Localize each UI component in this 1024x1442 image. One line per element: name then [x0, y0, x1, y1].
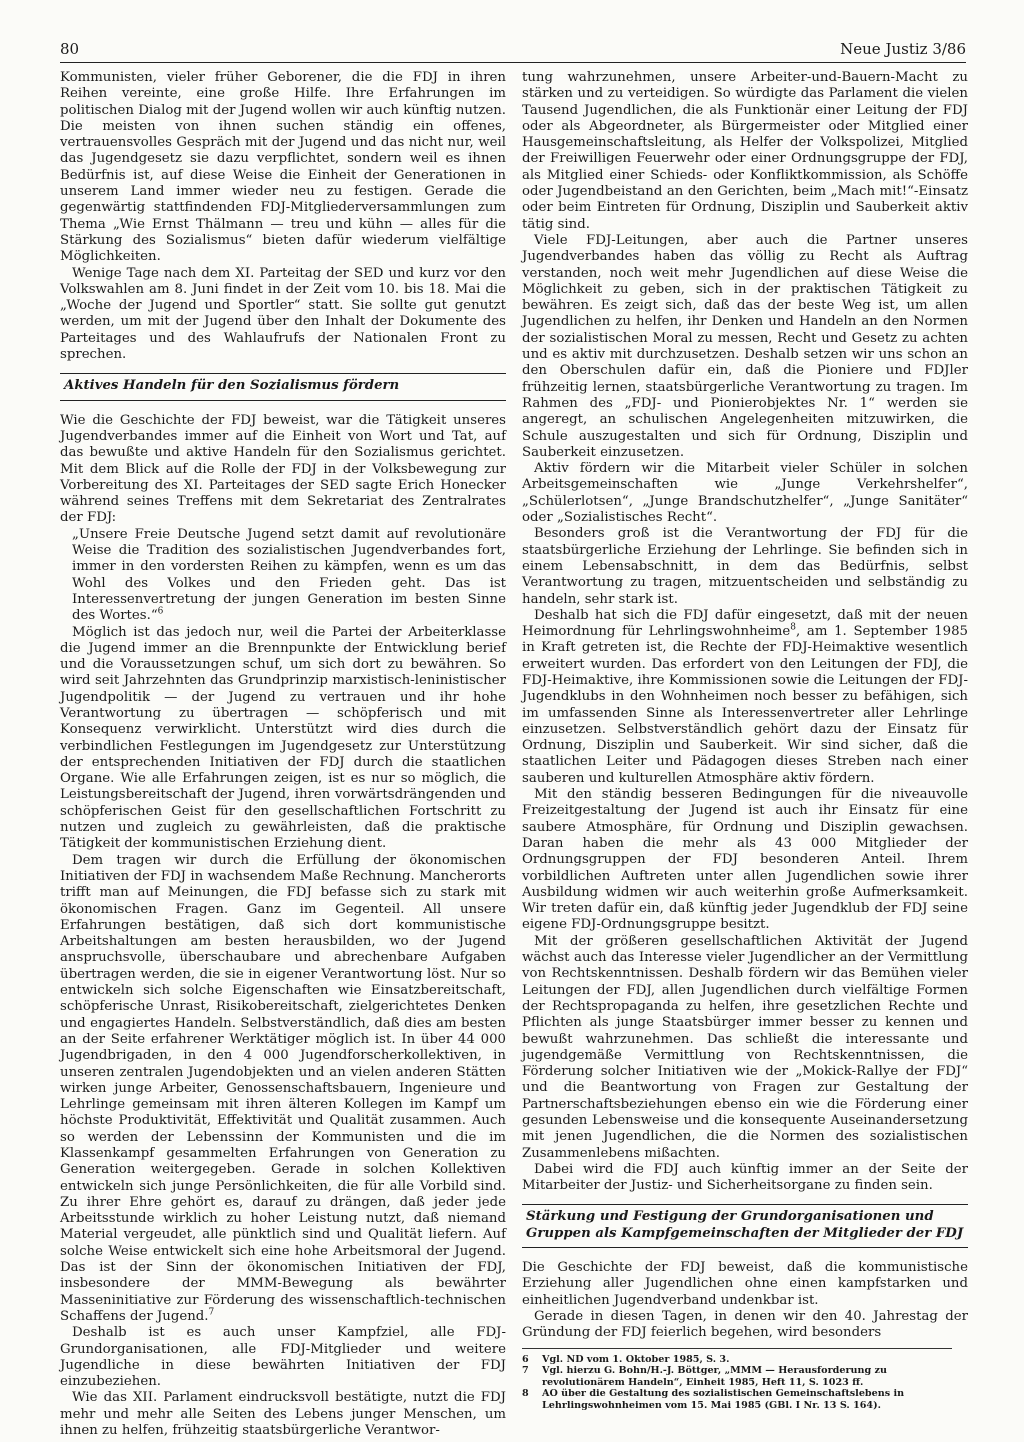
footnote-number: 8 — [522, 1388, 529, 1400]
right-column — [522, 70, 968, 1412]
paragraph: Viele FDJ-Leitungen, aber auch die Partner unseres Jugendverbandes haben das völlig zu Recht als Auftrag verstanden, noch weit mehr Jugendlichen auf diese Weise die Möglichkeit zu geben, sich in der praktischen Tätigkeit zu bewähren. Es zeigt sich, daß das der beste Weg ist, um allen Jugendlichen zu helfen, ihr Denken und Handeln an den Normen der sozialistischen Moral zu messen, Recht und Gesetz zu achten und es aktiv mit durchzusetzen. Deshalb setzen wir uns schon an den Oberschulen dafür ein, daß die Pioniere und FDJler frühzeitig lernen, staatsbürgerliche Verantwortung zu tragen. Im Rahmen des „FDJ- und Pionierobjektes Nr. 1“ werden sie angeregt, an schulischen Angelegenheiten mitzuwirken, die Schule auszugestalten und sich für Ordnung, Disziplin und Sauberkeit einzusetzen. — [522, 232, 968, 460]
footnote-text: AO über die Gestaltung des sozialistischen Gemeinschaftslebens in Lehrlingswohnheimen vom 15. Mai 1985 (GBl. I Nr. 13 S. 164). — [542, 1388, 905, 1411]
footnote-ref: 7 — [208, 1307, 215, 1318]
paragraph: Gerade in diesen Tagen, in denen wir den 40. Jahrestag der Gründung der FDJ feierlich begehen, wird besonders — [522, 1308, 968, 1341]
paragraph: Wenige Tage nach dem XI. Parteitag der SED und kurz vor den Volkswahlen am 8. Juni findet in der Zeit vom 10. bis 18. Mai die „Woche der Jugend und Sportler“ statt. Sie sollte gut genutzt werden, um mit der Jugend über den Inhalt der Dokumente des Parteitages und des Wahlaufrufs der Nationalen Front zu sprechen. — [60, 265, 506, 363]
paragraph: Kommunisten, vieler früher Geborener, die die FDJ in ihren Reihen vereinte, eine große Hilfe. Ihre Erfahrungen im politischen Dialog mit der Jugend wollen wir auch künftig nutzen. Die meisten von ihnen suchen ständig ein offenes, vertrauensvolles Gespräch mit der Jugend und das nicht nur, weil das Jugendgesetz sie dazu verpflichtet, sondern weil es ihnen Bedürfnis ist, auf diese Weise die Einheit der Generationen in unserem Land immer wieder neu zu festigen. Gerade die gegenwärtig stattfindenden FDJ-Mitgliederversammlungen zum Thema „Wie Ernst Thälmann — treu und kühn — alles für die Stärkung des Sozialismus“ bieten dafür wiederum vielfältige Möglichkeiten. — [60, 70, 506, 265]
section-heading: Aktives Handeln für den Sozialismus fördern — [60, 373, 506, 400]
paragraph: Möglich ist das jedoch nur, weil die Partei der Arbeiterklasse die Jugend immer an die Brennpunkte der Entwicklung berief und die Voraussetzungen schuf, um sich dort zu bewähren. So wird seit Jahrzehnten das Grundprinzip marxistisch-leninistischer Jugendpolitik — der Jugend zu vertrauen und ihr hohe Verantwortung zu übertragen — schöpferisch und mit Konsequenz verwirklicht. Unterstützt wird dies durch die verbindlichen Festlegungen im Jugendgesetz zur Unterstützung der entsprechenden Initiativen der FDJ durch die staatlichen Organe. Wie alle Erfahrungen zeigen, ist es nur so möglich, die Leistungsbereitschaft der Jugend, ihren vorwärtsdrängenden und schöpferischen Geist für den gesellschaftlichen Fortschritt zu nutzen und zugleich zu gewährleisten, daß die praktische Tätigkeit der kommunistischen Erziehung dient. — [60, 624, 506, 852]
footnotes — [522, 1348, 952, 1412]
footnote-number: 6 — [522, 1353, 529, 1365]
footnote-ref: 8 — [790, 622, 797, 633]
paragraph: Die Geschichte der FDJ beweist, daß die kommunistische Erziehung aller Jugendlichen ohne einen kampfstarken und einheitlichen Jugendverband undenkbar ist. — [522, 1260, 968, 1308]
footnote — [522, 1354, 952, 1366]
footnote-ref: 6 — [157, 606, 164, 617]
paragraph: tung wahrzunehmen, unsere Arbeiter-und-Bauern-Macht zu stärken und zu verteidigen. So würdigte das Parlament die vielen Tausend Jugendlichen, die als Funktionär einer Leitung der FDJ oder als Abgeordneter, als Bürgermeister oder Mitglied einer Hausgemeinschaftsleitung, als Helfer der Volkspolizei, Mitglied der Freiwilligen Feuerwehr oder einer Ordnungsgruppe der FDJ, als Mitglied einer Schieds- oder Konfliktkommission, als Schöffe oder Jugendbeistand an den Gerichten, beim „Mach mit!“-Einsatz oder beim Eintreten für Ordnung, Disziplin und Sauberkeit aktiv tätig sind. — [522, 70, 968, 232]
left-column — [60, 70, 506, 1439]
footnote-text: Vgl. ND vom 1. Oktober 1985, S. 3. — [542, 1353, 730, 1365]
paragraph-text: Deshalb hat sich die FDJ dafür eingesetzt, daß mit der neuen Heimordnung für Lehrlingswohnheime — [522, 607, 968, 640]
quotation-text: „Unsere Freie Deutsche Jugend setzt damit auf revolutionäre Weise die Tradition des sozialistischen Jugendverbandes fort, immer in den vordersten Reihen zu kämpfen, wenn es um das Wohl des Volkes und den Frieden geht. Das ist Interessenvertretung der jungen Generation im besten Sinne des Wortes.“ — [72, 526, 506, 624]
paragraph: Besonders groß ist die Verantwortung der FDJ für die staatsbürgerliche Erziehung der Lehrlinge. Sie befinden sich in einem Lebensabschnitt, in dem das Bedürfnis, selbst Verantwortung zu tragen, mitzuentscheiden und selbständig zu handeln, sehr stark ist. — [522, 526, 968, 607]
paragraph: Mit den ständig besseren Bedingungen für die niveauvolle Freizeitgestaltung der Jugend ist auch ihr Einsatz für eine saubere Atmosphäre, für Ordnung und Disziplin gewachsen. Daran haben die mehr als 43 000 Mitglieder der Ordnungsgruppen der FDJ besonderen Anteil. Ihrem vorbildlichen Auftreten unter allen Jugendlichen sowie ihrer Ausbildung widmen wir auch weiterhin große Aufmerksamkeit. Wir treten dafür ein, daß künftig jeder Jugendklub der FDJ seine eigene FDJ-Ordnungsgruppe besitzt. — [522, 787, 968, 933]
paragraph: Mit der größeren gesellschaftlichen Aktivität der Jugend wächst auch das Interesse vieler Jugendlicher an der Vermittlung von Rechtskenntnissen. Deshalb fördern wir das Bemühen vieler Leitungen der FDJ, allen Jugendlichen durch vielfältige Formen der Rechtspropaganda zu helfen, ihre gesetzlichen Rechte und Pflichten als junge Staatsbürger immer besser zu kennen und bewußt wahrzunehmen. Das schließt die interessante und jugendgemäße Vermittlung von Rechtskenntnissen, die Förderung solcher Initiativen wie der „Mokick-Rallye der FDJ“ und die Beantwortung von Fragen zur Gestaltung der Partnerschaftsbeziehungen ebenso ein wie die Förderung einer gesunden Lebensweise und die konsequente Auseinandersetzung mit jenen Jugendlichen, die die Normen des sozialistischen Zusammenlebens mißachten. — [522, 933, 968, 1161]
paragraph — [60, 853, 506, 1326]
page-number: 80 — [60, 40, 80, 58]
journal-issue: Neue Justiz 3/86 — [840, 40, 966, 58]
header-rule — [60, 62, 966, 63]
paragraph — [522, 608, 968, 787]
paragraph: Aktiv fördern wir die Mitarbeit vieler Schüler in solchen Arbeitsgemeinschaften wie „Junge Verkehrshelfer“, „Schülerlotsen“, „Junge Brandschutzhelfer“, „Junge Sanitäter“ oder „Sozialistisches Recht“. — [522, 461, 968, 526]
page-header — [60, 40, 966, 64]
footnote-text: Vgl. hierzu G. Bohn/H.-J. Böttger, „MMM — Herausforderung zu revolutionärem Handeln“, Einheit 1985, Heft 11, S. 1023 ff. — [542, 1365, 887, 1388]
footnote — [522, 1388, 952, 1411]
footnote-number: 7 — [522, 1365, 529, 1377]
paragraph-text: , am 1. September 1985 in Kraft getreten ist, die Rechte der FDJ-Heimaktive wesentlich erweitert wurden. Das erfordert von den Leitungen der FDJ, die FDJ-Heimaktive, ihre Kommissionen sowie die Leitungen der FDJ-Jugendklubs in den Wohnheimen noch besser zu befähigen, sich im umfassenden Sinne als Interessenvertreter aller Lehrlinge einzusetzen. Selbstverständlich gehört dazu der Einsatz für Ordnung, Disziplin und Sauberkeit. Wir sind sicher, daß die staatlichen Leiter und Pädagogen dieses Streben nach einer sauberen und kulturellen Atmosphäre aktiv fördern. — [522, 624, 968, 786]
footnote — [522, 1365, 952, 1388]
quotation — [60, 527, 506, 625]
paragraph: Deshalb ist es auch unser Kampfziel, alle FDJ-Grundorganisationen, alle FDJ-Mitglieder und weitere Jugendliche in diese bewährten Initiativen der FDJ einzubeziehen. — [60, 1325, 506, 1390]
section-heading: Stärkung und Festigung der Grundorganisationen und Gruppen als Kampfgemeinschaften der Mitglieder der FDJ — [522, 1204, 968, 1248]
paragraph: Dabei wird die FDJ auch künftig immer an der Seite der Mitarbeiter der Justiz- und Sicherheitsorgane zu finden sein. — [522, 1161, 968, 1194]
paragraph-text: Dem tragen wir durch die Erfüllung der ökonomischen Initiativen der FDJ in wachsendem Maße Rechnung. Mancherorts trifft man auf Meinungen, die FDJ befasse sich zu stark mit ökonomischen Fragen. Ganz im Gegenteil. All unsere Erfahrungen bestätigen, daß sich dort kommunistische Arbeitshaltungen am besten herausbilden, wo der Jugend anspruchsvolle, überschaubare und abrechenbare Aufgaben übertragen werden, die sie in eigener Verantwortung löst. Nur so entwickeln sich solche Eigenschaften wie Einsatzbereitschaft, schöpferische Unrast, Risikobereitschaft, zielgerichtetes Denken und engagiertes Handeln. Selbstverständlich, daß dies am besten an der Seite erfahrener Werktätiger möglich ist. In über 44 000 Jugendbrigaden, in den 4 000 Jugendforscherkollektiven, in unseren zentralen Jugendobjekten und an vielen anderen Stätten wirken junge Arbeiter, Genossenschaftsbauern, Ingenieure und Lehrlinge gemeinsam mit ihren älteren Kollegen im Kampf um höchste Produktivität, Effektivität und Qualität zusammen. Auch so werden der Lebenssinn der Kommunisten und die im Klassenkampf gesammelten Erfahrungen von Generation zu Generation weitergegeben. Gerade in solchen Kollektiven entwickeln sich junge Persönlichkeiten, die für alle Vorbild sind. Zu ihrer Ehre gehört es, darauf zu drängen, daß jeder jede Arbeitsstunde wirklich zu hoher Leistung nutzt, daß niemand Material vergeudet, alle pünktlich sind und Qualität liefern. Auf solche Weise entwickelt sich eine hohe Arbeitsmoral der Jugend. Das ist der Sinn der ökonomischen Initiativen der FDJ, insbesondere der MMM-Bewegung als bewährter Masseninitiative zur Förderung des wissenschaftlich-technischen Schaffens der Jugend. — [60, 852, 506, 1324]
paragraph: Wie die Geschichte der FDJ beweist, war die Tätigkeit unseres Jugendverbandes immer auf die Einheit von Wort und Tat, auf das bewußte und aktive Handeln für den Sozialismus gerichtet. Mit dem Blick auf die Rolle der FDJ in der Volksbewegung zur Vorbereitung des XI. Parteitages der SED sagte Erich Honecker während seines Treffens mit dem Sekretariat des Zentralrates der FDJ: — [60, 412, 506, 526]
paragraph: Wie das XII. Parlament eindrucksvoll bestätigte, nutzt die FDJ mehr und mehr alle Seiten des Lebens junger Menschen, um ihnen zu helfen, frühzeitig staatsbürgerliche Verantwor- — [60, 1390, 506, 1439]
